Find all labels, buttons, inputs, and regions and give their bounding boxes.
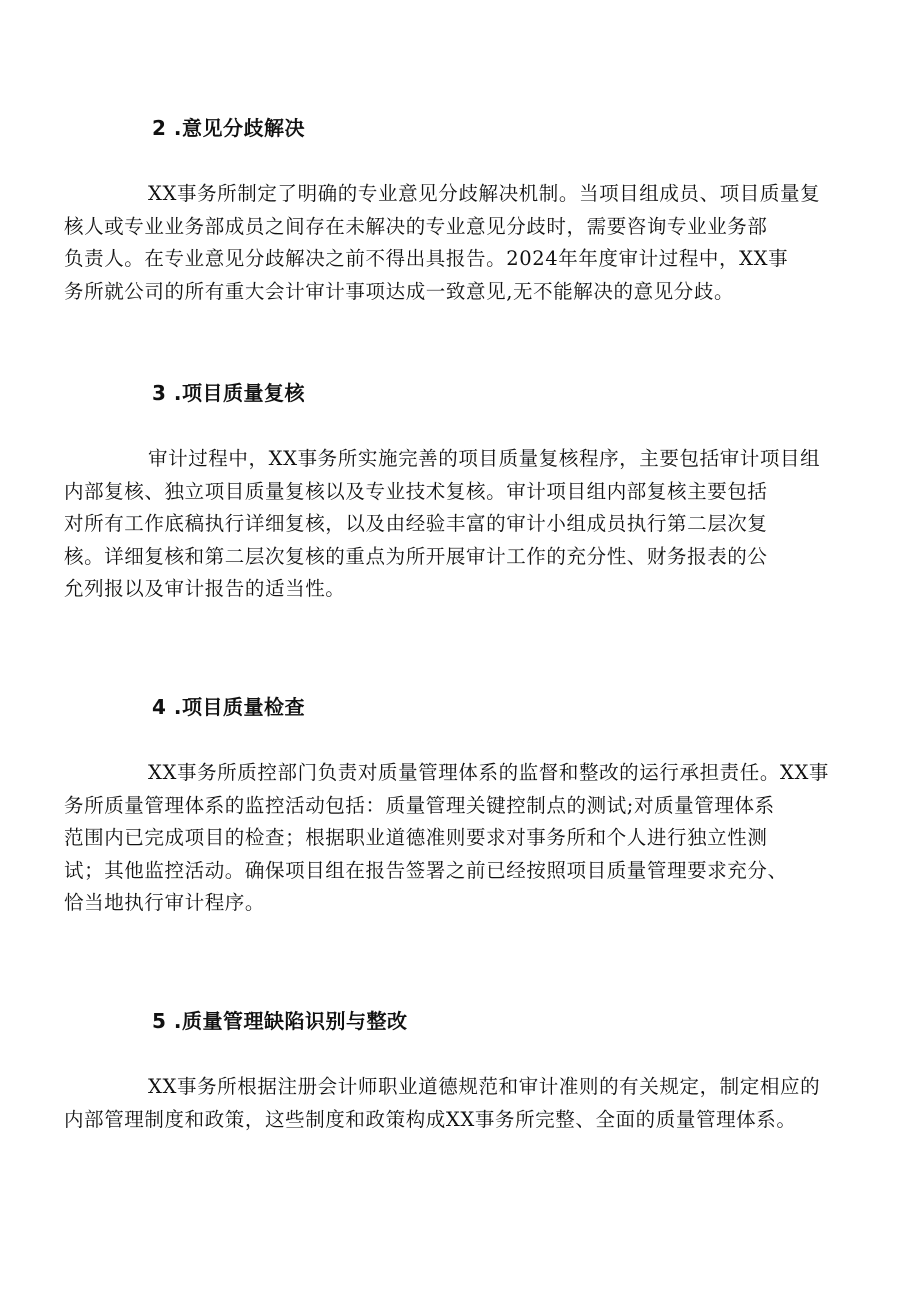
section-heading-2: 2 .意见分歧解决 — [152, 116, 305, 140]
section-paragraph-3 — [64, 443, 828, 606]
paragraph-line: XX事务所质控部门负责对质量管理体系的监督和整改的运行承担责任。XX事 — [148, 761, 830, 784]
paragraph-line: XX事务所根据注册会计师职业道德规范和审计准则的有关规定，制定相应的 — [148, 1075, 821, 1098]
paragraph-line: 务所就公司的所有重大会计审计事项达成一致意见,无不能解决的意见分歧。 — [64, 279, 735, 303]
paragraph-line: 内部复核、独立项目质量复核以及专业技术复核。审计项目组内部复核主要包括 — [64, 479, 768, 503]
paragraph-line: 负责人。在专业意见分歧解决之前不得出具报告。2024年年度审计过程中，XX事 — [64, 247, 789, 270]
section-heading-3: 3 .项目质量复核 — [152, 381, 305, 405]
paragraph-line: 范围内已完成项目的检查；根据职业道德准则要求对事务所和个人进行独立性测 — [64, 826, 768, 849]
section-paragraph-5 — [64, 1071, 828, 1136]
paragraph-line: 核。详细复核和第二层次复核的重点为所开展审计工作的充分性、财务报表的公 — [64, 544, 768, 568]
paragraph-line: 对所有工作底稿执行详细复核，以及由经验丰富的审计小组成员执行第二层次复 — [64, 512, 768, 535]
section-heading-4: 4 .项目质量检查 — [152, 695, 305, 719]
paragraph-line: 允列报以及审计报告的适当性。 — [64, 577, 346, 600]
section-heading-5: 5 .质量管理缺陷识别与整改 — [152, 1009, 408, 1033]
paragraph-line: 审计过程中，XX事务所实施完善的项目质量复核程序，主要包括审计项目组 — [148, 447, 821, 470]
paragraph-line: 务所质量管理体系的监控活动包括：质量管理关键控制点的测试;对质量管理体系 — [64, 793, 775, 817]
paragraph-line: 内部管理制度和政策，这些制度和政策构成XX事务所完整、全面的质量管理体系。 — [64, 1107, 797, 1131]
section-paragraph-2 — [64, 178, 828, 308]
section-paragraph-4 — [64, 757, 830, 920]
paragraph-line: XX事务所制定了明确的专业意见分歧解决机制。当项目组成员、项目质量复 — [148, 182, 821, 205]
paragraph-line: 试；其他监控活动。确保项目组在报告签署之前已经按照项目质量管理要求充分、 — [64, 858, 788, 882]
paragraph-line: 恰当地执行审计程序。 — [64, 891, 266, 914]
paragraph-line: 核人或专业业务部成员之间存在未解决的专业意见分歧时，需要咨询专业业务部 — [64, 214, 768, 238]
